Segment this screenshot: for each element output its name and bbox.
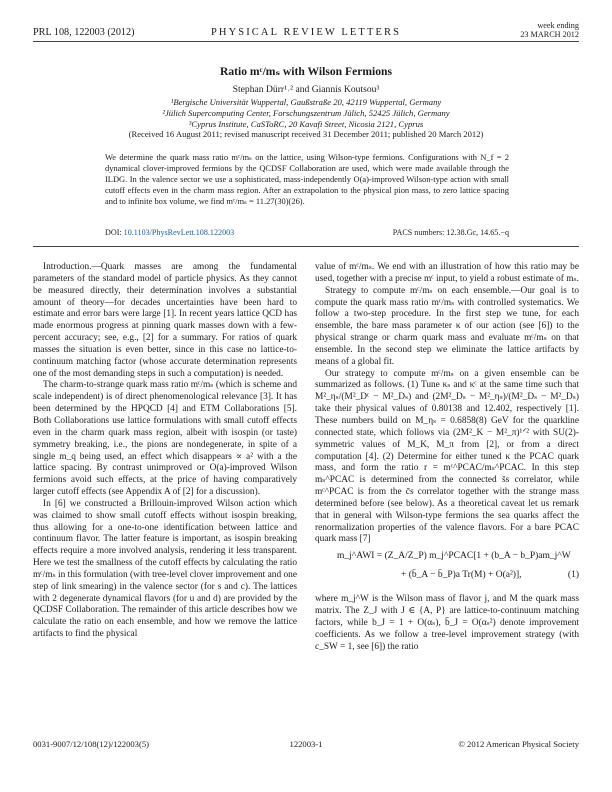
paragraph-continuation: value of mᶜ/mₛ. We end with an illustration of how this ratio may be used, together with a precise mᶜ input, to yield a robust estimate of mₛ. [315,262,579,284]
abstract: We determine the quark mass ratio mᶜ/mₛ on the lattice, using Wilson-type fermions. Configurations with N_f = 2 dynamical clover-improved fermions by the QCDSF Collaboration are used, which were made available through the ILDG. In the valence sector we use a sophisticated, mass-independently O(a)-improved Wilson-type action with small cutoff effects even in the charm mass region. After an extrapolation to the physical pion mass, to zero lattice spacing and to infinite box volume, we find mᶜ/mₛ = 11.27(30)(26). [105,152,509,206]
week-date: 23 MARCH 2012 [520,30,579,40]
doi-link[interactable]: 10.1103/PhysRevLett.108.122003 [123,228,235,237]
abstract-rule [33,246,579,247]
copyright: © 2012 American Physical Society [458,739,579,749]
header-rule [33,41,579,42]
paragraph-strategy: Strategy to compute mᶜ/mₛ on each ensemble.—Our goal is to compute the quark mass ratio mᶜ/mₛ with controlled systematics. We follow a two-step procedure. In the first step we tune, for each ensemble, the bare mass parameter κ of our action (see [6]) to the physical strange or charm quark mass and evaluate mᶜ/mₛ on that ensemble. In the second step we eliminate the lattice artifacts by means of a global fit. [315,285,579,367]
pacs-numbers: PACS numbers: 12.38.Gc, 14.65.−q [392,228,509,237]
page-number: 122003-1 [289,739,323,749]
footer-issn: 0031-9007/12/108(12)/122003(5) [33,739,150,749]
week-label: week ending [537,21,579,30]
equation-1 [315,549,579,591]
equation-line-2: + (b̄_A − b̄_P)a Tr(M) + O(a²)], [401,570,522,581]
right-column [315,262,579,653]
received-dates: (Received 16 August 2011; revised manuscript received 31 December 2011; published 20 March 2012) [128,129,484,140]
equation-line-1: m_j^AWI = (Z_A/Z_P) m_j^PCAC[1 + (b_A − b_P)am_j^W [337,551,571,562]
doi-label: DOI: [105,228,122,237]
article-title: Ratio mᶜ/mₛ with Wilson Fermions [219,65,393,78]
affiliation-2: ²Jülich Supercomputing Center, Forschungszentrum Jülich, 52425 Jülich, Germany [162,107,450,118]
journal-name: PHYSICAL REVIEW LETTERS [210,27,402,38]
paragraph-after-equation: where m_j^W is the Wilson mass of flavor j, and M the quark mass matrix. The Z_J with J ∈ {A, P} are lattice-to-continuum matching factors, while b_J = 1 + O(αₛ), b̄_J = O(αₛ²) denote improvement coefficients. As we follow a tree-level improvement strategy (with c_SW = 1, see [6]) the ratio [315,594,579,652]
issue-date [520,21,579,40]
paragraph-brillouin: In [6] we constructed a Brillouin-improved Wilson action which was claimed to show small cutoff effects without isospin breaking, thus allowing for a one-to-one identification between lattice and continuum flavor. The latter feature is important, as isospin breaking effects require a more involved analysis, rendering it less transparent. Here we test the smallness of the cutoff effects by calculating the ratio mᶜ/mₛ in this formulation (with tree-level clover improvement and one step of link smearing) in the valence sector (for s and c). The lattices with 2 degenerate dynamical flavors (for u and d) are provided by the QCDSF Collaboration. The remainder of this article describes how we calculate the ratio on each ensemble, and how we remove the lattice artifacts to find the physical [33,498,297,640]
author-list: Stephan Dürr¹˒² and Giannis Koutsou³ [232,84,380,95]
affiliation-1: ¹Bergische Universität Wuppertal, Gaußstraße 20, 42119 Wuppertal, Germany [170,97,442,107]
paragraph-charm-strange: The charm-to-strange quark mass ratio mᶜ/mₛ (which is scheme and scale independent) is of direct phenomenological relevance [3]. It has been determined by the HPQCD [4] and ETM Collaborations [5]. Both Collaborations use lattice formulations with small cutoff effects even in the charm quark mass region, albeit with isospin (or taste) symmetry breaking, i.e., the pions are nondegenerate, in spite of a single m_q being used, an effect which disappears ∝ a² with a the lattice spacing. By contrast unimproved or O(a)-improved Wilson fermions avoid such effects, at the price of having comparatively larger cutoff effects (see Appendix A of [2] for a discussion). [33,380,297,498]
affiliations [0,97,612,140]
paragraph-procedure: Our strategy to compute mᶜ/mₛ on a given ensemble can be summarized as follows. (1) Tune κₛ and κᶜ at the same time such that M²_ηₛ/(M²_Dᶜ − M²_Dₛ) and (2M²_Dₛ − M²_ηₛ)/(M²_Dₛ − M²_Dₛ) take their physical values of 0.80138 and 12.402, respectively [1]. These numbers build on M_ηₛ = 0.6858(8) GeV for the quarkline connected state, which follows via (2M²_K − M²_π)¹ᐟ² with SU(2)-symmetric values of M_K, M_π from [2], or from a direct computation [4]. (2) Determine for either tuned κ the PCAC quark mass, and form the ratio r = mᶜ^PCAC/mₛ^PCAC. In this step mₛ^PCAC is determined from the connected s̄s correlator, while mᶜ^PCAC is from the c̄s correlator together with the strange mass determined before (see below). As a theoretical caveat let us remark that in general with Wilson-type fermions the sea quarks affect the renormalization properties of the valence flavors. For a bare PCAC quark mass [7] [315,368,579,545]
paragraph-introduction: Introduction.—Quark masses are among the fundamental parameters of the standard model of particle physics. As they cannot be measured directly, their determination involves a substantial amount of theory—for decades uncertainties have been hard to estimate and error bars were large [1]. In recent years lattice QCD has made enormous progress at pinning quark masses down with a few-percent accuracy; see, e.g., [2] for a summary. For ratios of quark masses the situation is even better, since in this case no lattice-to-continuum matching factor (whose accurate determination represents one of the most demanding steps in such a computation) is needed. [33,262,297,379]
left-column [33,262,297,641]
affiliation-3: ³Cyprus Institute, CaSToRC, 20 Kavafi Street, Nicosia 2121, Cyprus [188,118,424,129]
doi-pacs-line [105,228,509,237]
journal-reference: PRL 108, 122003 (2012) [33,27,135,38]
equation-number: (1) [567,570,579,581]
